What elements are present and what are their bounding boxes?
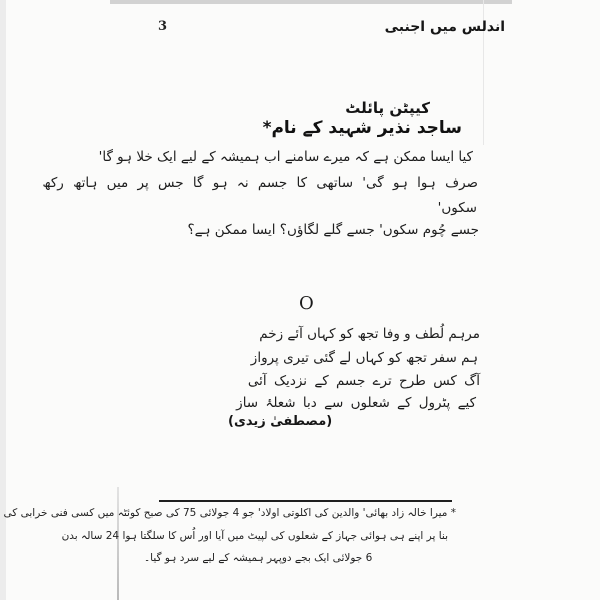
book-title: اندلس میں اجنبی [384,19,505,35]
footnote-divider [159,500,452,502]
verse-line: صرف ہوا ہو گی' ساتھی کا جسم نہ ہو گا جس پر میں ہاتھ رکھ [42,175,478,191]
scan-edge-top [110,0,512,4]
verse-line: کیا ایسا ممکن ہے کہ میرے سامنے اب ہمیشہ کے لیے ایک خلا ہو گا' [98,149,473,165]
footnote-line: 6 جولائی ایک بجے دوپہر ہمیشہ کے لیے سرد ہو گیا۔ [144,552,373,564]
verse-line: جسے چُوم سکوں' جسے گلے لگاؤں؟ ایسا ممکن ہے؟ [187,222,479,238]
poem-line: ہم سفر تجھ کو کہاں لے گئی تیری پرواز [250,350,478,366]
footnote-line: بنا پر اپنے ہی ہوائی جہاز کے شعلوں کی لپیٹ میں آیا اور اُس کا سلگتا ہوا 24 سالہ بدن [61,530,448,542]
poem-line: مرہم لُطف و وفا تجھ کو کہاں آئے زخم [259,326,480,342]
footnote-line: * میرا خالہ زاد بھائی' والدین کی اکلوتی اولاد' جو 4 جولائی 75 کی صبح کوئٹہ میں کسی فنی خرابی کی [3,507,456,519]
poem-line: آگ کس طرح ترے جسم کے نزدیک آئی [247,373,480,389]
dedication-line-2: ساجد نذیر شہید کے نام* [262,118,462,138]
spine-fold-shadow [117,487,119,600]
page-number: 3 [158,19,168,34]
dedication-line-1: کیپٹن پائلٹ [345,99,430,117]
poem-attribution: (مصطفیٰ زیدی) [228,414,333,429]
poem-line: کیے پٹرول کے شعلوں سے دبا شعلۂ ساز [236,395,476,411]
stanza-separator: O [299,293,314,314]
verse-line: سکوں' [437,200,477,216]
